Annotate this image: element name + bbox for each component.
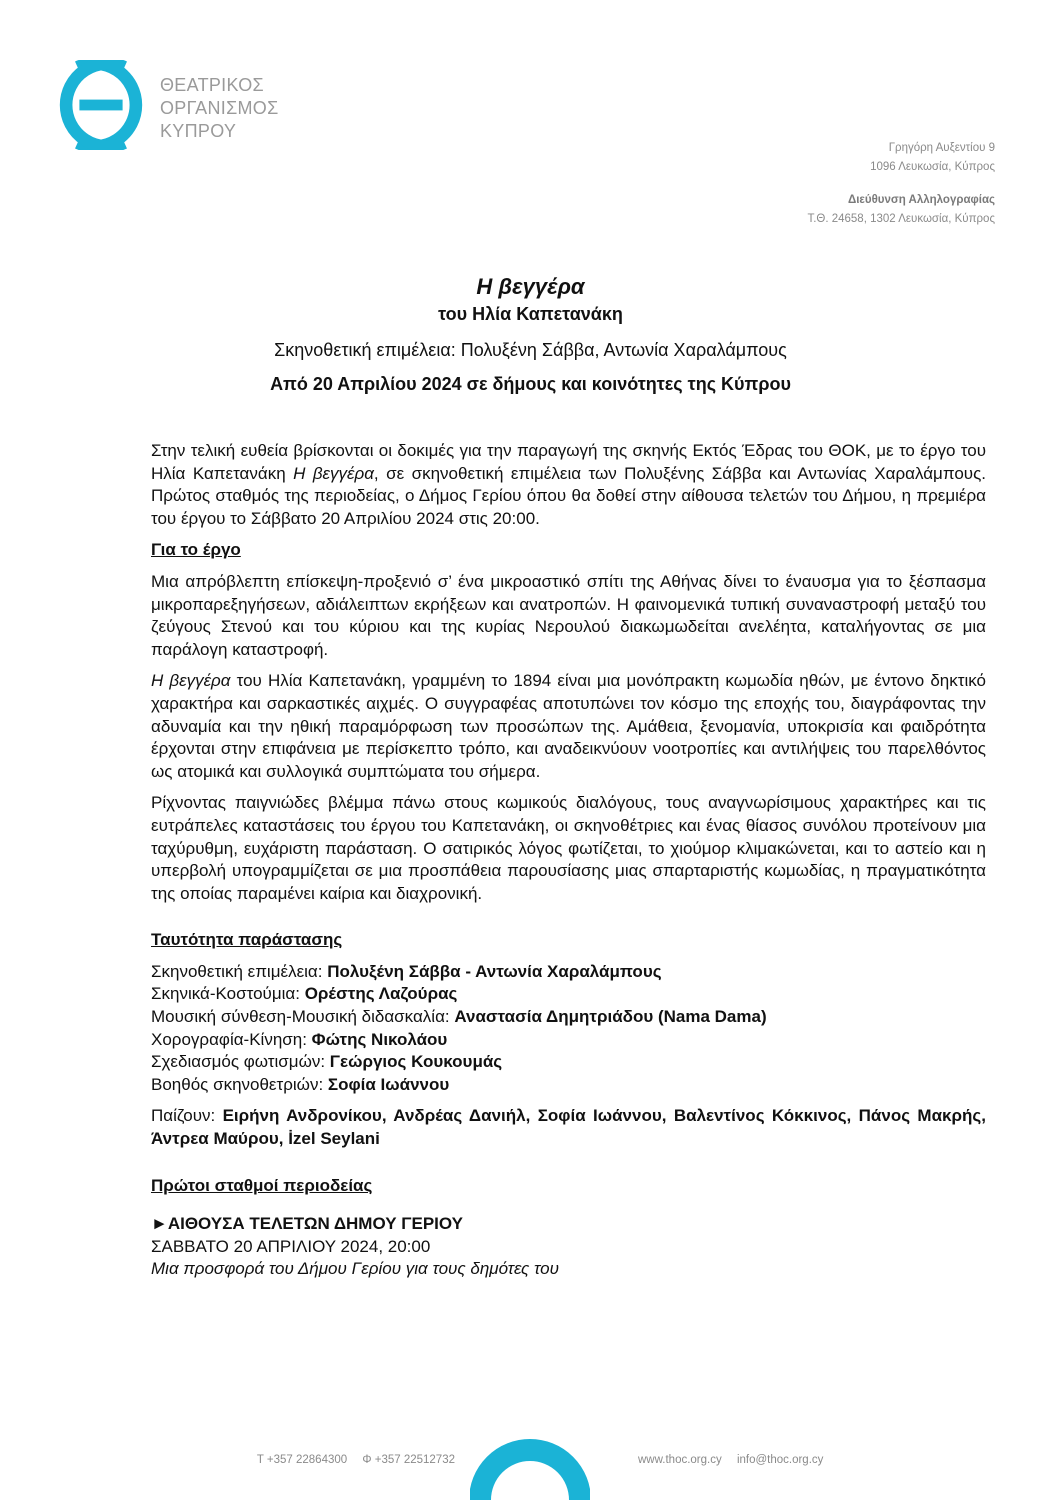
tour-datetime: ΣΑΒΒΑΤΟ 20 ΑΠΡΙΛΙΟΥ 2024, 20:00 [151, 1236, 431, 1256]
play-title-inline: Η βεγγέρα [293, 463, 374, 483]
footer-fax: Φ +357 22512732 [362, 1454, 455, 1466]
about-paragraph-3: Ρίχνοντας παιγνιώδες βλέμμα πάνω στους κωμικούς διαλόγους, τους αναγνωρίσιμους χαρακτήρες και τις ευτράπελες καταστάσεις του έργου του Καπετανάκη, οι σκηνοθέτριες και ένας θίασος συνόλου προτείνουν μια ταχύρυθμη, ευχάριστη παράσταση. Ο σατιρικός λόγος φωτίζεται, το χιούμορ κλιμακώνεται, και το αστείο και η υπερβολή υπογραμμίζεται σε μια προσπάθεια παρουσίασης μιας σπαρταριστής κωμωδίας, η πραγματικότητα της οποίας παραμένει καίρια και διαχρονική. [151, 793, 986, 903]
credits-list [151, 961, 986, 1097]
credit-item: Σχεδιασμός φωτισμών: Γεώργιος Κουκουμάς [151, 1052, 503, 1072]
mail-label: Διεύθυνση Αλληλογραφίας [847, 194, 995, 206]
cast-line: Παίζουν: Ειρήνη Ανδρονίκου, Ανδρέας Δανιήλ, Σοφία Ιωάννου, Βαλεντίνος Κόκκινος, Πάνος Μακρής, Άντρεα Μαύρου, İzel Seylani [151, 1106, 986, 1149]
mail-address: Τ.Θ. 24658, 1302 Λευκωσία, Κύπρος [807, 213, 995, 225]
tour-venue: ►ΑΙΘΟΥΣΑ ΤΕΛΕΤΩΝ ΔΗΜΟΥ ΓΕΡΙΟΥ [151, 1214, 463, 1234]
credit-item: Σκηνοθετική επιμέλεια: Πολυξένη Σάββα - Αντωνία Χαραλάμπους [151, 961, 662, 981]
footer-email[interactable]: info@thoc.org.cy [736, 1454, 824, 1466]
about-paragraph-1: Μια απρόβλεπτη επίσκεψη-προξενιό σ’ ένα μικροαστικό σπίτι της Αθήνας δίνει το έναυσμα για το ξέσπασμα μικροπαρεξηγήσεων, αδιάλειπτων εκρήξεων και ανατροπών. Η φαινομενικά τυπική συναναστροφή μεταξύ του ζεύγους Στενού και του κύριου και της κυρίας Νερουλού διακωμωδείται ανελέητα, καταλήγοντας σε μια παράλογη καταστροφή. [151, 571, 986, 659]
org-name-line: ΟΡΓΑΝΙΣΜΟΣ [160, 98, 279, 118]
dates-line: Από 20 Απριλίου 2024 σε δήμους και κοινότητες της Κύπρου [270, 374, 791, 394]
play-title: Η βεγγέρα [476, 274, 585, 299]
org-name-line: ΘΕΑΤΡΙΚΟΣ [160, 75, 264, 95]
about-heading: Για το έργο [151, 540, 241, 560]
footer-logo-arc-icon [470, 1424, 590, 1500]
org-name [160, 74, 279, 143]
org-name-line: ΚΥΠΡΟΥ [160, 121, 237, 141]
address-block [807, 139, 995, 229]
document-body [151, 440, 986, 1281]
footer-phone: T +357 22864300 [256, 1454, 348, 1466]
footer-contact-web [632, 1454, 829, 1466]
title-block [0, 273, 1061, 397]
credit-item: Μουσική σύνθεση-Μουσική διδασκαλία: Αναστασία Δημητριάδου (Nama Dama) [151, 1007, 767, 1027]
play-author: του Ηλία Καπετανάκη [438, 304, 623, 324]
credits-heading: Ταυτότητα παράστασης [151, 930, 343, 950]
thoc-logo-icon [56, 60, 146, 150]
credit-item: Χορογραφία-Κίνηση: Φώτης Νικολάου [151, 1029, 448, 1049]
address-line: Γρηγόρη Αυξεντίου 9 [888, 142, 995, 154]
about-paragraph-2: Η βεγγέρα του Ηλία Καπετανάκη, γραμμένη το 1894 είναι μια μονόπρακτη κωμωδία ηθών, με έντονο δηκτικό χαρακτήρα και σαρκαστικές αιχμές. Ο συγγραφέας αποτυπώνει τον κόσμο της εποχής του, διαγράφοντας την αδυναμία και την ηθική παραμόρφωση των προσώπων της. Αμάθεια, ξενομανία, υποκρισία και φαιδρότητα έρχονται στην επιφάνεια με περίσκεπτο τρόπο, και αναδεικνύουν νοοτροπίες και αντιλήψεις του παρελθόντος ως ατομικά και συλλογικά συμπτώματα του σήμερα. [151, 671, 986, 781]
direction-line: Σκηνοθετική επιμέλεια: Πολυξένη Σάββα, Αντωνία Χαραλάμπους [274, 340, 787, 360]
tour-offer: Μια προσφορά του Δήμου Γερίου για τους δημότες του [151, 1259, 559, 1279]
intro-paragraph: Στην τελική ευθεία βρίσκονται οι δοκιμές για την παραγωγή της σκηνής Εκτός Έδρας του ΘΟΚ, με το έργο του Ηλία Καπετανάκη Η βεγγέρα, σε σκηνοθετική επιμέλεια των Πολυξένης Σάββα και Αντωνίας Χαραλάμπους. Πρώτος σταθμός της περιοδείας, ο Δήμος Γερίου όπου θα δοθεί στην αίθουσα τελετών του Δήμου, η πρεμιέρα του έργου το Σάββατο 20 Απριλίου 2024 στις 20:00. [151, 441, 986, 528]
footer [0, 1424, 1061, 1500]
address-line: 1096 Λευκωσία, Κύπρος [870, 161, 995, 173]
credit-item: Σκηνικά-Κοστούμια: Ορέστης Λαζούρας [151, 984, 458, 1004]
play-title-inline: Η βεγγέρα [151, 671, 231, 691]
footer-website[interactable]: www.thoc.org.cy [638, 1454, 722, 1466]
credit-item: Βοηθός σκηνοθετριών: Σοφία Ιωάννου [151, 1074, 450, 1094]
tour-heading: Πρώτοι σταθμοί περιοδείας [151, 1175, 373, 1195]
footer-contact-phones [251, 1454, 461, 1466]
